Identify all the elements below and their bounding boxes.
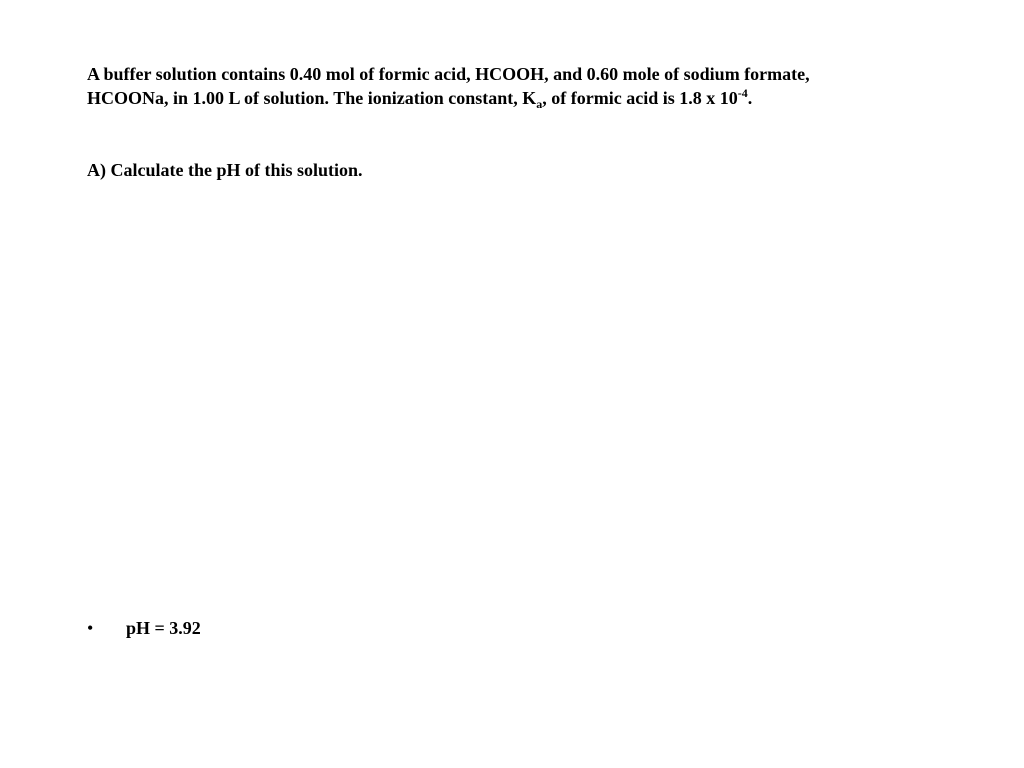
answer-item — [87, 616, 201, 640]
question-a: A) Calculate the pH of this solution. — [87, 160, 363, 180]
bullet-icon: • — [87, 618, 94, 638]
problem-line-2-text-cont: , of formic acid is 1.8 x 10 — [542, 88, 738, 108]
answer-text: pH = 3.92 — [126, 618, 201, 638]
ka-subscript: a — [536, 97, 543, 111]
problem-line-1: A buffer solution contains 0.40 mol of formic acid, HCOOH, and 0.60 mole of sodium formate, — [87, 64, 810, 84]
problem-line-2-text: HCOONa, in 1.00 L of solution. The ionization constant, K — [87, 88, 537, 108]
problem-line-2-period: . — [747, 88, 753, 108]
exponent-superscript: -4 — [737, 86, 748, 100]
problem-line-2 — [87, 86, 967, 110]
problem-statement — [87, 62, 967, 110]
